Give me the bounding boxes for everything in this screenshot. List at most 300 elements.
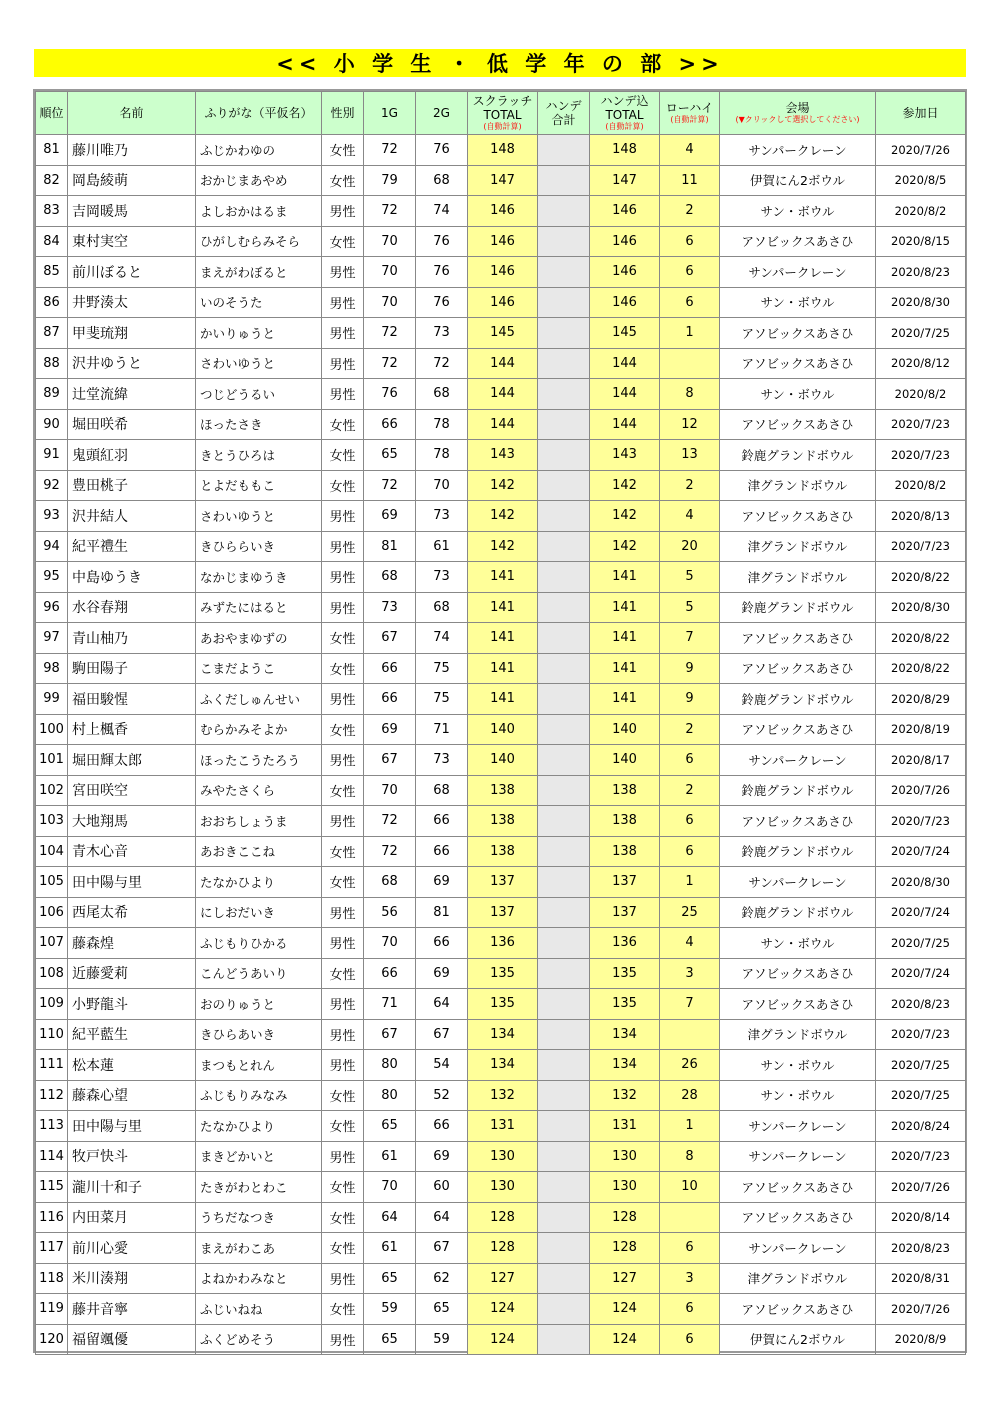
cell-1g: 67: [364, 1019, 416, 1050]
cell-venue[interactable]: 鈴鹿グランドボウル: [720, 684, 876, 715]
cell-hande-sum[interactable]: [538, 1202, 590, 1233]
cell-scratch-total: 134: [468, 1019, 538, 1050]
cell-lowhigh: 13: [660, 440, 720, 471]
header-hande-note: (自動計算): [605, 122, 644, 131]
cell-name: 宮田咲空: [68, 775, 196, 806]
cell-gender: 男性: [322, 1141, 364, 1172]
cell-hande-total: 124: [590, 1324, 660, 1355]
cell-date: 2020/8/19: [876, 714, 966, 745]
cell-kana: ふじかわゆの: [196, 135, 322, 166]
cell-venue[interactable]: サンパークレーン: [720, 257, 876, 288]
cell-hande-sum[interactable]: [538, 409, 590, 440]
cell-date: 2020/8/22: [876, 653, 966, 684]
cell-venue[interactable]: サンパークレーン: [720, 1141, 876, 1172]
cell-rank: 92: [36, 470, 68, 501]
header-row: [36, 92, 966, 135]
cell-date: 2020/8/15: [876, 226, 966, 257]
cell-hande-sum[interactable]: [538, 897, 590, 928]
cell-venue[interactable]: アソビックスあさひ: [720, 653, 876, 684]
cell-1g: 70: [364, 1172, 416, 1203]
cell-hande-total: 144: [590, 379, 660, 410]
cell-hande-sum[interactable]: [538, 1263, 590, 1294]
cell-date: 2020/7/25: [876, 1080, 966, 1111]
cell-scratch-total: 132: [468, 1080, 538, 1111]
cell-gender: 女性: [322, 775, 364, 806]
cell-lowhigh: 25: [660, 897, 720, 928]
cell-hande-sum[interactable]: [538, 562, 590, 593]
cell-date: 2020/7/23: [876, 806, 966, 837]
cell-2g: 62: [416, 1263, 468, 1294]
cell-scratch-total: 137: [468, 867, 538, 898]
cell-gender: 女性: [322, 226, 364, 257]
cell-scratch-total: 145: [468, 318, 538, 349]
cell-venue[interactable]: 津グランドボウル: [720, 562, 876, 593]
cell-date: 2020/8/30: [876, 287, 966, 318]
cell-hande-sum[interactable]: [538, 592, 590, 623]
cell-hande-total: 148: [590, 135, 660, 166]
cell-venue[interactable]: 鈴鹿グランドボウル: [720, 592, 876, 623]
cell-2g: 74: [416, 623, 468, 654]
cell-kana: ふじもりみなみ: [196, 1080, 322, 1111]
cell-hande-total: 138: [590, 836, 660, 867]
cell-gender: 女性: [322, 836, 364, 867]
cell-1g: 79: [364, 165, 416, 196]
cell-hande-sum[interactable]: [538, 1294, 590, 1325]
cell-gender: 女性: [322, 958, 364, 989]
cell-date: 2020/8/22: [876, 623, 966, 654]
cell-venue[interactable]: サン・ボウル: [720, 196, 876, 227]
cell-date: 2020/8/12: [876, 348, 966, 379]
cell-kana: たなかひより: [196, 867, 322, 898]
cell-rank: 100: [36, 714, 68, 745]
cell-scratch-total: 138: [468, 775, 538, 806]
table-row: [36, 257, 966, 288]
cell-venue[interactable]: サンパークレーン: [720, 867, 876, 898]
cell-rank: 107: [36, 928, 68, 959]
cell-hande-sum[interactable]: [538, 379, 590, 410]
cell-2g: 74: [416, 196, 468, 227]
cell-hande-sum[interactable]: [538, 928, 590, 959]
cell-venue[interactable]: アソビックスあさひ: [720, 501, 876, 532]
cell-kana: ふじもりひかる: [196, 928, 322, 959]
cell-hande-sum[interactable]: [538, 1019, 590, 1050]
cell-hande-sum[interactable]: [538, 653, 590, 684]
cell-rank: 118: [36, 1263, 68, 1294]
cell-venue[interactable]: サン・ボウル: [720, 287, 876, 318]
cell-rank: 104: [36, 836, 68, 867]
cell-1g: 66: [364, 653, 416, 684]
cell-date: 2020/8/2: [876, 470, 966, 501]
cell-hande-total: 143: [590, 440, 660, 471]
cell-hande-sum[interactable]: [538, 257, 590, 288]
cell-lowhigh: 6: [660, 1324, 720, 1355]
header-lowhigh-label: ローハイ: [665, 101, 714, 115]
cell-gender: 男性: [322, 928, 364, 959]
cell-venue[interactable]: アソビックスあさひ: [720, 1172, 876, 1203]
cell-2g: 69: [416, 867, 468, 898]
table-row: [36, 1050, 966, 1081]
cell-2g: 76: [416, 257, 468, 288]
cell-lowhigh: 2: [660, 470, 720, 501]
cell-venue[interactable]: アソビックスあさひ: [720, 714, 876, 745]
table-row: [36, 196, 966, 227]
cell-date: 2020/7/24: [876, 897, 966, 928]
header-venue-note: (▼クリックして選択してください): [735, 115, 860, 124]
cell-rank: 86: [36, 287, 68, 318]
cell-gender: 男性: [322, 1263, 364, 1294]
cell-rank: 88: [36, 348, 68, 379]
cell-venue[interactable]: 鈴鹿グランドボウル: [720, 897, 876, 928]
cell-rank: 111: [36, 1050, 68, 1081]
cell-gender: 男性: [322, 196, 364, 227]
cell-date: 2020/7/26: [876, 1294, 966, 1325]
cell-venue[interactable]: 津グランドボウル: [720, 470, 876, 501]
cell-hande-sum[interactable]: [538, 1324, 590, 1355]
cell-venue[interactable]: サンパークレーン: [720, 745, 876, 776]
cell-venue[interactable]: 鈴鹿グランドボウル: [720, 440, 876, 471]
cell-lowhigh: 6: [660, 257, 720, 288]
cell-venue[interactable]: 鈴鹿グランドボウル: [720, 836, 876, 867]
cell-2g: 73: [416, 745, 468, 776]
cell-2g: 66: [416, 1111, 468, 1142]
page-title: << 小 学 生 ・ 低 学 年 の 部 >>: [34, 49, 966, 77]
cell-1g: 76: [364, 379, 416, 410]
cell-hande-sum[interactable]: [538, 958, 590, 989]
cell-name: 水谷春翔: [68, 592, 196, 623]
cell-scratch-total: 131: [468, 1111, 538, 1142]
cell-hande-sum[interactable]: [538, 226, 590, 257]
cell-lowhigh: 26: [660, 1050, 720, 1081]
cell-scratch-total: 135: [468, 958, 538, 989]
table-row: [36, 958, 966, 989]
cell-hande-total: 131: [590, 1111, 660, 1142]
cell-rank: 117: [36, 1233, 68, 1264]
cell-venue[interactable]: アソビックスあさひ: [720, 318, 876, 349]
cell-scratch-total: 130: [468, 1172, 538, 1203]
cell-1g: 67: [364, 745, 416, 776]
cell-2g: 68: [416, 592, 468, 623]
cell-hande-sum[interactable]: [538, 348, 590, 379]
cell-2g: 64: [416, 1202, 468, 1233]
header-scratch-label: スクラッチ: [472, 94, 533, 108]
cell-venue[interactable]: サン・ボウル: [720, 379, 876, 410]
cell-venue[interactable]: アソビックスあさひ: [720, 958, 876, 989]
cell-1g: 61: [364, 1141, 416, 1172]
cell-2g: 76: [416, 226, 468, 257]
cell-hande-sum[interactable]: [538, 806, 590, 837]
cell-gender: 男性: [322, 257, 364, 288]
cell-scratch-total: 147: [468, 165, 538, 196]
cell-hande-sum[interactable]: [538, 1050, 590, 1081]
cell-scratch-total: 134: [468, 1050, 538, 1081]
cell-1g: 65: [364, 1263, 416, 1294]
cell-date: 2020/7/25: [876, 1050, 966, 1081]
cell-venue[interactable]: 鈴鹿グランドボウル: [720, 775, 876, 806]
table-row: [36, 501, 966, 532]
cell-gender: 男性: [322, 1050, 364, 1081]
header-1g: 1G: [364, 92, 416, 135]
cell-hande-sum[interactable]: [538, 684, 590, 715]
table-row: [36, 806, 966, 837]
cell-lowhigh: 7: [660, 989, 720, 1020]
cell-gender: 女性: [322, 653, 364, 684]
cell-rank: 82: [36, 165, 68, 196]
cell-kana: とよだももこ: [196, 470, 322, 501]
cell-name: 村上楓香: [68, 714, 196, 745]
table-row: [36, 897, 966, 928]
cell-hande-sum[interactable]: [538, 1111, 590, 1142]
cell-venue[interactable]: アソビックスあさひ: [720, 348, 876, 379]
cell-scratch-total: 138: [468, 836, 538, 867]
cell-hande-sum[interactable]: [538, 501, 590, 532]
cell-venue[interactable]: サン・ボウル: [720, 1050, 876, 1081]
cell-gender: 男性: [322, 1019, 364, 1050]
cell-hande-total: 130: [590, 1141, 660, 1172]
cell-hande-sum[interactable]: [538, 1080, 590, 1111]
cell-name: 豊田桃子: [68, 470, 196, 501]
cell-1g: 68: [364, 867, 416, 898]
table-row: [36, 165, 966, 196]
header-hande-label: ハンデ: [545, 99, 582, 113]
cell-venue[interactable]: サン・ボウル: [720, 1080, 876, 1111]
cell-hande-total: 141: [590, 592, 660, 623]
cell-venue[interactable]: アソビックスあさひ: [720, 1202, 876, 1233]
cell-venue[interactable]: アソビックスあさひ: [720, 989, 876, 1020]
cell-1g: 72: [364, 135, 416, 166]
cell-name: 内田菜月: [68, 1202, 196, 1233]
cell-lowhigh: 6: [660, 745, 720, 776]
cell-lowhigh: 3: [660, 1263, 720, 1294]
cell-name: 堀田輝太郎: [68, 745, 196, 776]
cell-hande-total: 147: [590, 165, 660, 196]
cell-2g: 64: [416, 989, 468, 1020]
cell-hande-sum[interactable]: [538, 440, 590, 471]
results-table: [35, 91, 966, 1355]
cell-hande-sum[interactable]: [538, 714, 590, 745]
cell-name: 福留颯優: [68, 1324, 196, 1355]
cell-hande-sum[interactable]: [538, 745, 590, 776]
cell-1g: 70: [364, 226, 416, 257]
cell-2g: 75: [416, 653, 468, 684]
cell-2g: 76: [416, 287, 468, 318]
cell-venue[interactable]: アソビックスあさひ: [720, 806, 876, 837]
cell-date: 2020/8/22: [876, 562, 966, 593]
cell-venue[interactable]: アソビックスあさひ: [720, 226, 876, 257]
cell-venue[interactable]: サンパークレーン: [720, 135, 876, 166]
cell-rank: 96: [36, 592, 68, 623]
cell-date: 2020/7/23: [876, 409, 966, 440]
cell-kana: あおきここね: [196, 836, 322, 867]
cell-hande-sum[interactable]: [538, 775, 590, 806]
cell-name: 瀧川十和子: [68, 1172, 196, 1203]
cell-name: 小野龍斗: [68, 989, 196, 1020]
cell-venue[interactable]: アソビックスあさひ: [720, 409, 876, 440]
cell-scratch-total: 146: [468, 257, 538, 288]
cell-kana: うちだなつき: [196, 1202, 322, 1233]
cell-kana: まえがわこあ: [196, 1233, 322, 1264]
cell-2g: 71: [416, 714, 468, 745]
cell-hande-total: 138: [590, 775, 660, 806]
header-name: 名前: [68, 92, 196, 135]
header-hande-sum-label: 合計: [551, 113, 576, 127]
cell-name: 沢井ゆうと: [68, 348, 196, 379]
cell-scratch-total: 146: [468, 196, 538, 227]
cell-name: 東村実空: [68, 226, 196, 257]
cell-1g: 71: [364, 989, 416, 1020]
cell-venue[interactable]: 津グランドボウル: [720, 1263, 876, 1294]
header-hande-in-label: ハンデ込: [600, 94, 649, 108]
cell-kana: みずたにはると: [196, 592, 322, 623]
cell-hande-sum[interactable]: [538, 1233, 590, 1264]
cell-name: 紀平藍生: [68, 1019, 196, 1050]
header-venue: [720, 92, 876, 135]
cell-hande-total: 141: [590, 623, 660, 654]
cell-date: 2020/8/29: [876, 684, 966, 715]
cell-date: 2020/7/24: [876, 958, 966, 989]
cell-1g: 72: [364, 318, 416, 349]
cell-lowhigh: 10: [660, 1172, 720, 1203]
cell-hande-sum[interactable]: [538, 196, 590, 227]
cell-name: 田中陽与里: [68, 867, 196, 898]
cell-1g: 72: [364, 470, 416, 501]
cell-date: 2020/8/13: [876, 501, 966, 532]
cell-venue[interactable]: 津グランドボウル: [720, 1019, 876, 1050]
cell-hande-sum[interactable]: [538, 623, 590, 654]
cell-kana: おおちしょうま: [196, 806, 322, 837]
cell-2g: 75: [416, 684, 468, 715]
cell-kana: よしおかはるま: [196, 196, 322, 227]
cell-2g: 73: [416, 562, 468, 593]
cell-scratch-total: 146: [468, 287, 538, 318]
cell-1g: 66: [364, 958, 416, 989]
cell-venue[interactable]: サン・ボウル: [720, 928, 876, 959]
cell-1g: 70: [364, 775, 416, 806]
cell-2g: 73: [416, 501, 468, 532]
cell-hande-total: 142: [590, 470, 660, 501]
cell-name: 甲斐琉翔: [68, 318, 196, 349]
cell-kana: ふくだしゅんせい: [196, 684, 322, 715]
cell-1g: 72: [364, 836, 416, 867]
cell-hande-total: 124: [590, 1294, 660, 1325]
cell-gender: 女性: [322, 1172, 364, 1203]
cell-hande-sum[interactable]: [538, 318, 590, 349]
header-rank: 順位: [36, 92, 68, 135]
cell-hande-sum[interactable]: [538, 287, 590, 318]
cell-scratch-total: 124: [468, 1324, 538, 1355]
cell-kana: おかじまあやめ: [196, 165, 322, 196]
cell-lowhigh: 5: [660, 562, 720, 593]
cell-hande-sum[interactable]: [538, 1172, 590, 1203]
cell-kana: きひららいき: [196, 531, 322, 562]
cell-hande-sum[interactable]: [538, 165, 590, 196]
table-row: [36, 745, 966, 776]
header-scratch-total-label: TOTAL: [483, 108, 522, 122]
cell-gender: 男性: [322, 806, 364, 837]
cell-hande-total: 141: [590, 684, 660, 715]
cell-date: 2020/8/17: [876, 745, 966, 776]
cell-kana: さわいゆうと: [196, 348, 322, 379]
results-table-container: [33, 89, 967, 1353]
cell-date: 2020/7/25: [876, 928, 966, 959]
cell-1g: 59: [364, 1294, 416, 1325]
cell-hande-sum[interactable]: [538, 135, 590, 166]
cell-lowhigh: 6: [660, 1233, 720, 1264]
cell-gender: 男性: [322, 745, 364, 776]
cell-venue[interactable]: アソビックスあさひ: [720, 1294, 876, 1325]
cell-lowhigh: 4: [660, 928, 720, 959]
cell-venue[interactable]: サンパークレーン: [720, 1233, 876, 1264]
cell-scratch-total: 124: [468, 1294, 538, 1325]
cell-1g: 70: [364, 257, 416, 288]
cell-kana: みやたさくら: [196, 775, 322, 806]
cell-venue[interactable]: 津グランドボウル: [720, 531, 876, 562]
cell-venue[interactable]: 伊賀にん2ボウル: [720, 165, 876, 196]
cell-lowhigh: 7: [660, 623, 720, 654]
cell-venue[interactable]: サンパークレーン: [720, 1111, 876, 1142]
cell-date: 2020/8/9: [876, 1324, 966, 1355]
cell-scratch-total: 143: [468, 440, 538, 471]
cell-gender: 女性: [322, 1233, 364, 1264]
cell-scratch-total: 127: [468, 1263, 538, 1294]
cell-name: 田中陽与里: [68, 1111, 196, 1142]
header-lowhigh: [660, 92, 720, 135]
cell-rank: 97: [36, 623, 68, 654]
cell-name: 松本蓮: [68, 1050, 196, 1081]
cell-kana: まえがわぼると: [196, 257, 322, 288]
cell-scratch-total: 141: [468, 653, 538, 684]
cell-1g: 64: [364, 1202, 416, 1233]
cell-rank: 105: [36, 867, 68, 898]
cell-lowhigh: 1: [660, 318, 720, 349]
cell-venue[interactable]: アソビックスあさひ: [720, 623, 876, 654]
table-row: [36, 928, 966, 959]
cell-hande-sum[interactable]: [538, 470, 590, 501]
cell-rank: 98: [36, 653, 68, 684]
cell-hande-sum[interactable]: [538, 531, 590, 562]
cell-hande-sum[interactable]: [538, 989, 590, 1020]
cell-lowhigh: 3: [660, 958, 720, 989]
cell-gender: 女性: [322, 867, 364, 898]
cell-scratch-total: 144: [468, 379, 538, 410]
cell-1g: 69: [364, 714, 416, 745]
cell-hande-total: 135: [590, 989, 660, 1020]
table-row: [36, 1111, 966, 1142]
cell-scratch-total: 144: [468, 348, 538, 379]
cell-2g: 81: [416, 897, 468, 928]
cell-scratch-total: 146: [468, 226, 538, 257]
header-hande-sum: [538, 92, 590, 135]
cell-1g: 67: [364, 623, 416, 654]
header-hande-total-label: TOTAL: [605, 108, 644, 122]
cell-lowhigh: [660, 1019, 720, 1050]
table-row: [36, 1202, 966, 1233]
cell-name: 青山柚乃: [68, 623, 196, 654]
cell-hande-sum[interactable]: [538, 1141, 590, 1172]
cell-scratch-total: 141: [468, 684, 538, 715]
cell-1g: 66: [364, 409, 416, 440]
cell-rank: 112: [36, 1080, 68, 1111]
cell-hande-sum[interactable]: [538, 836, 590, 867]
cell-1g: 56: [364, 897, 416, 928]
cell-scratch-total: 142: [468, 531, 538, 562]
table-row: [36, 470, 966, 501]
cell-2g: 76: [416, 135, 468, 166]
cell-venue[interactable]: 伊賀にん2ボウル: [720, 1324, 876, 1355]
cell-rank: 114: [36, 1141, 68, 1172]
cell-hande-sum[interactable]: [538, 867, 590, 898]
cell-kana: きひらあいき: [196, 1019, 322, 1050]
cell-date: 2020/8/23: [876, 257, 966, 288]
